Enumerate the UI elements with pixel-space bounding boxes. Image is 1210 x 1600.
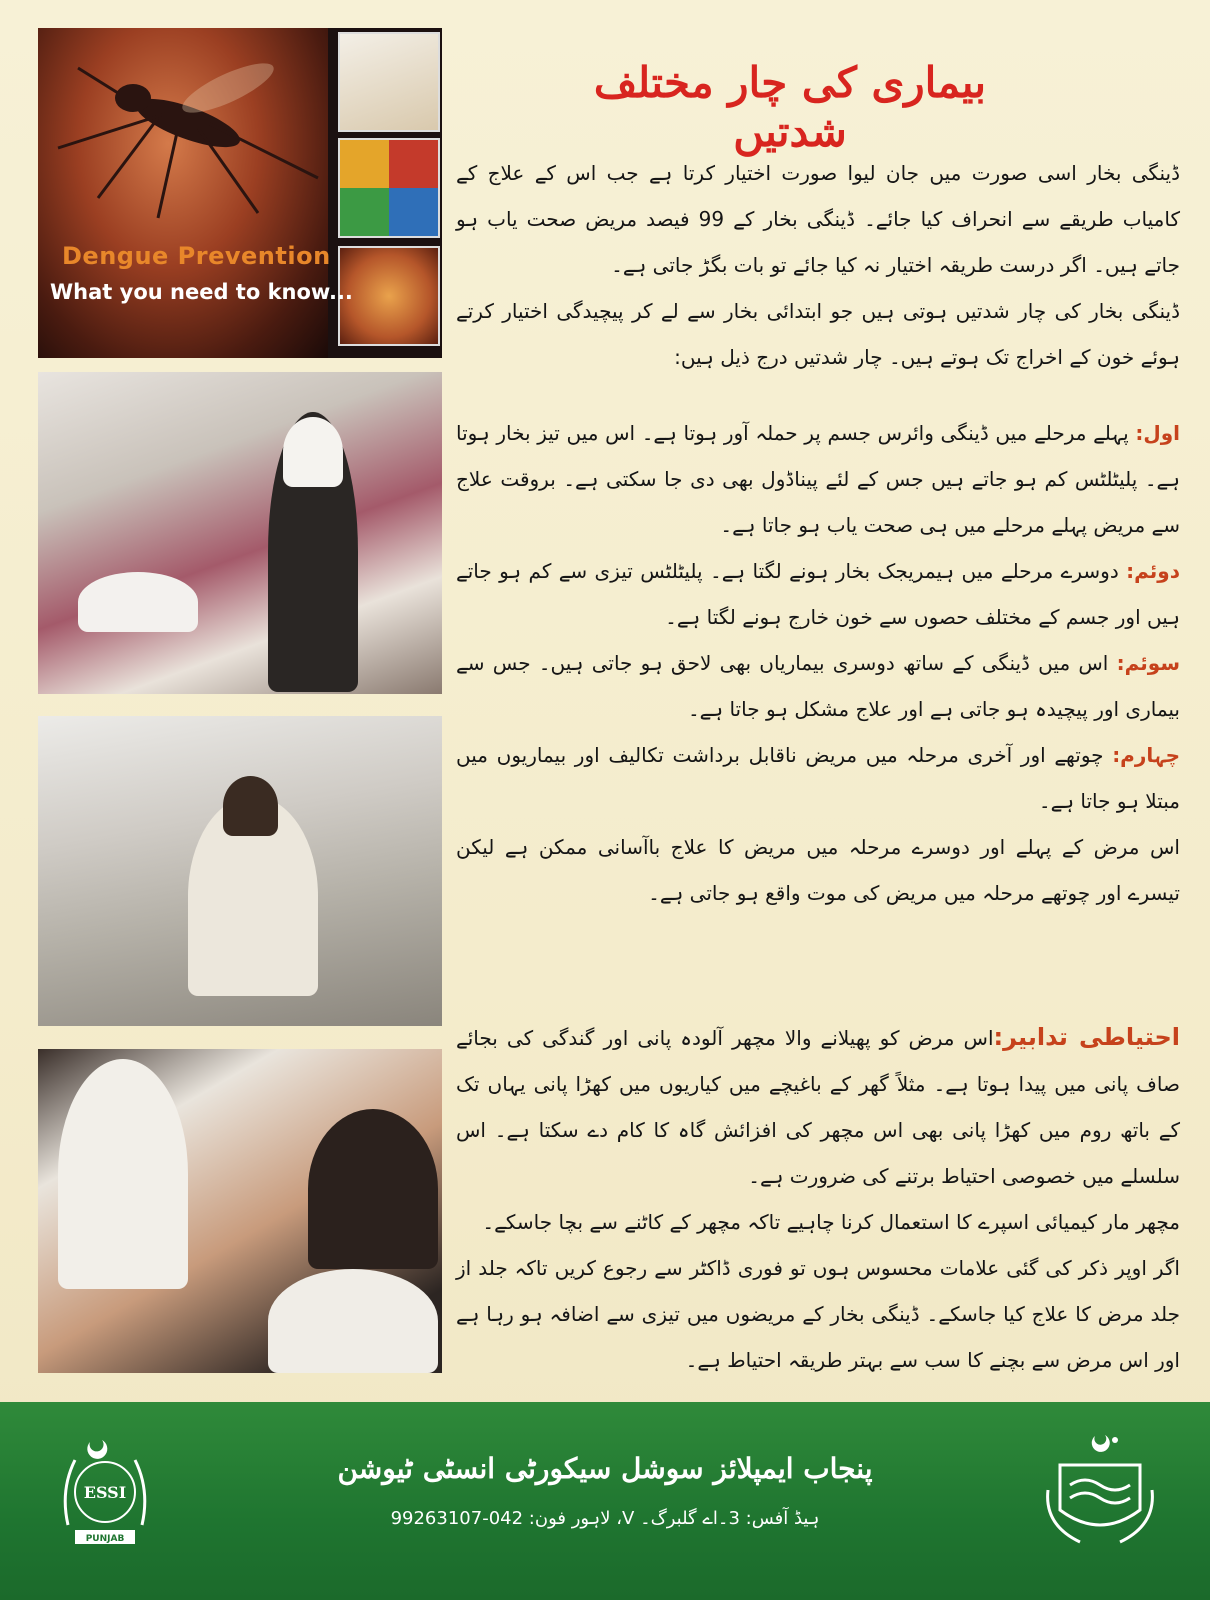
stage-fourth-text: چوتھے اور آخری مرحلہ میں مریض ناقابل برداشت تکالیف اور بیماریوں میں مبتلا ہو جاتا ہے۔ bbox=[456, 743, 1180, 813]
stage-third bbox=[456, 640, 1180, 732]
mosquito-image bbox=[38, 28, 328, 358]
punjab-government-seal bbox=[1040, 1430, 1160, 1555]
banner-subtitle: What you need to know... bbox=[50, 280, 353, 304]
stage-second-label: دوئم: bbox=[1126, 559, 1180, 583]
dengue-logo-thumbnail bbox=[338, 138, 440, 238]
stage-second-text: دوسرے مرحلے میں ہیمریجک بخار ہونے لگتا ہے۔ پلیٹلٹس تیزی سے کم ہو جاتے ہیں اور جسم کے مختلف حصوں سے خون خارج ہونے لگتا ہے۔ bbox=[456, 559, 1180, 629]
essi-logo bbox=[50, 1430, 160, 1560]
precautions-label: احتیاطی تدابیر: bbox=[993, 1023, 1180, 1051]
essi-logo-subtext: PUNJAB bbox=[85, 1534, 125, 1544]
text-block-intro bbox=[456, 150, 1180, 380]
precautions-text: اس مرض کو پھیلانے والا مچھر آلودہ پانی اور گندگی کی بجائے صاف پانی میں پیدا ہوتا ہے۔ مثلاً گھر کے باغیچے میں کیاریوں میں کھڑا پانی یہاں تک کے باتھ روم میں کھڑا پانی بھی اس مچھر کی افزائش گاہ کا کام دے سکتا ہے۔ اس سلسلے میں خصوصی احتیاط برتنے کی ضرورت ہے۔ bbox=[456, 1026, 1180, 1188]
stage-first bbox=[456, 410, 1180, 548]
essi-logo-text: ESSI bbox=[83, 1483, 127, 1502]
banner-title: Dengue Prevention bbox=[62, 242, 331, 270]
page-title: بیماری کی چار مختلف شدتیں bbox=[593, 58, 987, 156]
dengue-prevention-banner bbox=[38, 28, 442, 358]
text-block-precautions bbox=[456, 1014, 1180, 1383]
stage-fourth bbox=[456, 732, 1180, 824]
text-block-stages bbox=[456, 410, 1180, 916]
paragraph-closing: اگر اوپر ذکر کی گئی علامات محسوس ہوں تو فوری ڈاکٹر سے رجوع کریں تاکہ جلد از جلد مرض کا علاج کیا جاسکے۔ ڈینگی بخار کے مریضوں میں تیزی سے اضافہ ہو رہا ہے اور اس مرض سے بچنے کا سب سے بہتر طریقہ احتیاط ہے۔ bbox=[456, 1256, 1180, 1372]
stage-third-label: سوئم: bbox=[1116, 651, 1180, 675]
stage-fourth-label: چہارم: bbox=[1112, 743, 1180, 767]
hospital-ward-photo bbox=[38, 372, 442, 694]
paragraph-spray: مچھر مار کیمیائی اسپرے کا استعمال کرنا چاہیے تاکہ مچھر کے کاٹنے سے بچا جاسکے۔ bbox=[482, 1210, 1180, 1234]
stage-third-text: اس میں ڈینگی کے ساتھ دوسری بیماریاں بھی لاحق ہو جاتی ہیں۔ جس سے بیماری اور پیچیدہ ہو جاتی ہے اور علاج مشکل ہو جاتا ہے۔ bbox=[456, 651, 1180, 721]
stage-first-text: پہلے مرحلے میں ڈینگی وائرس جسم پر حملہ آور ہوتا ہے۔ اس میں تیز بخار ہوتا ہے۔ پلیٹلٹس کم ہو جاتے ہیں جس کے لئے پیناڈول بھی دی جا سکتی ہے۔ بروقت علاج سے مریض پہلے مرحلے میں ہی صحت یاب ہو جاتا ہے۔ bbox=[456, 421, 1180, 537]
organization-name: پنجاب ایمپلائز سوشل سیکورٹی انسٹی ٹیوشن bbox=[337, 1452, 873, 1485]
paragraph-stage-note: اس مرض کے پہلے اور دوسرے مرحلہ میں مریض کا علاج باآسانی ممکن ہے لیکن تیسرے اور چوتھے مرحلہ میں مریض کی موت واقع ہو جاتی ہے۔ bbox=[456, 835, 1180, 905]
mosquito-net-patient-photo bbox=[38, 716, 442, 1026]
precautions bbox=[456, 1014, 1180, 1199]
paragraph-four-stages: ڈینگی بخار کی چار شدتیں ہوتی ہیں جو ابتدائی بخار سے لے کر پیچیدگی اختیار کرتے ہوئے خون کے اخراج تک ہوتے ہیں۔ چار شدتیں درج ذیل ہیں: bbox=[456, 299, 1180, 369]
patient-thumbnail bbox=[338, 32, 440, 132]
nurse-and-patient-photo bbox=[38, 1049, 442, 1373]
mosquito-thumbnail bbox=[338, 246, 440, 346]
paragraph-intro: ڈینگی بخار اسی صورت میں جان لیوا صورت اختیار کرتا ہے جب اس کے علاج کے کامیاب طریقے سے انحراف کیا جائے۔ ڈینگی بخار کے 99 فیصد مریض صحت یاب ہو جاتے ہیں۔ اگر درست طریقہ اختیار نہ کیا جائے تو بات بگڑ جاتی ہے۔ bbox=[456, 161, 1180, 277]
stage-second bbox=[456, 548, 1180, 640]
head-office-address: ہیڈ آفس: 3۔اے گلبرگ۔ V، لاہور فون: 042-99263107 bbox=[390, 1508, 820, 1529]
stage-first-label: اول: bbox=[1135, 421, 1180, 445]
footer-band bbox=[0, 1402, 1210, 1600]
